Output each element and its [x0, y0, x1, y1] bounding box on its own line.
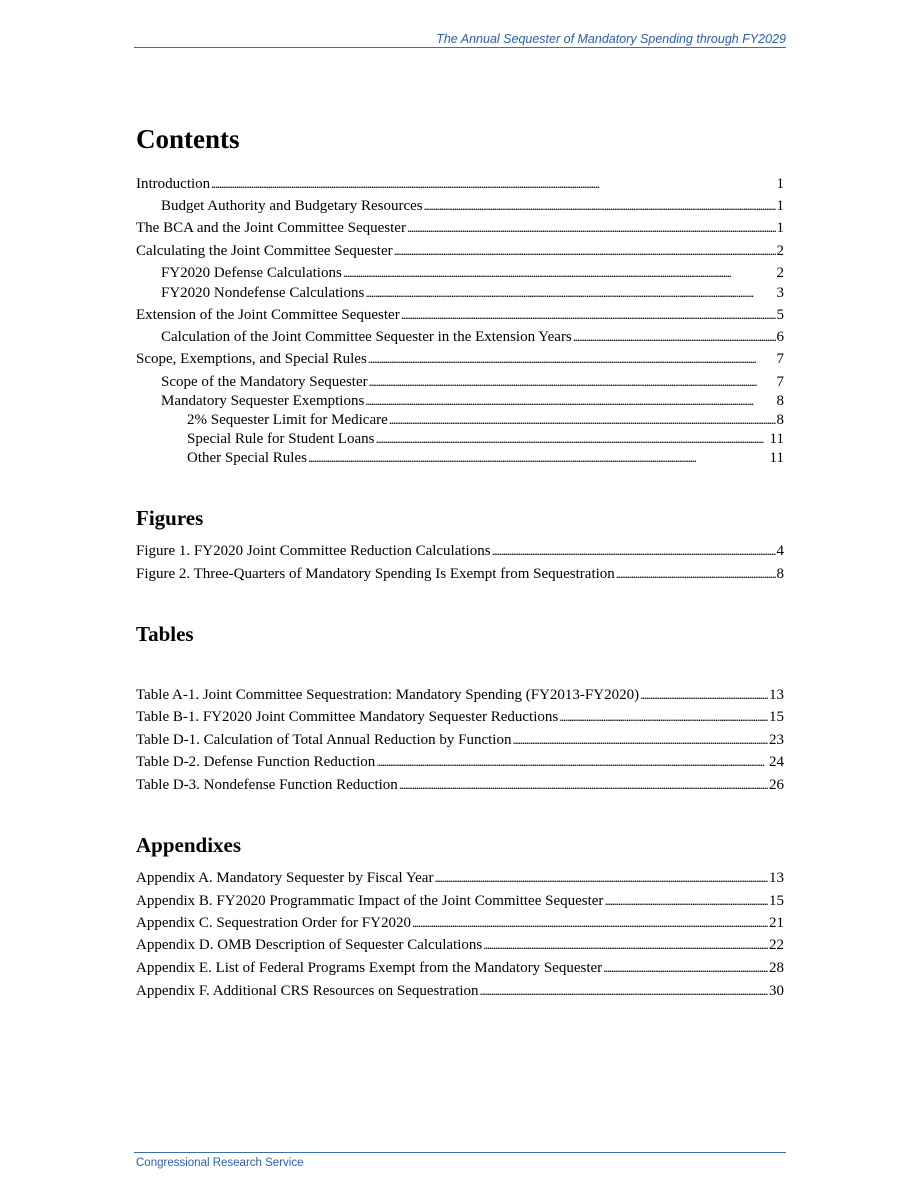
toc-entry[interactable]: Appendix E. List of Federal Programs Exempt from the Mandatory Sequester . . . 28	[136, 958, 784, 977]
toc-entry[interactable]: Scope of the Mandatory Sequester . . . 7	[161, 372, 784, 391]
toc-entry[interactable]: FY2020 Defense Calculations . . . 2	[161, 263, 784, 282]
running-footer	[134, 1152, 786, 1169]
toc-entry[interactable]: Other Special Rules . . . 11	[187, 448, 784, 467]
tables-heading: Tables	[136, 622, 194, 646]
running-header	[134, 33, 786, 48]
toc-entry[interactable]: Introduction . . . 1	[136, 174, 784, 193]
toc-entry[interactable]: FY2020 Nondefense Calculations . . . 3	[161, 283, 784, 302]
toc-entry[interactable]: Table B-1. FY2020 Joint Committee Mandatory Sequester Reductions . . . 15	[136, 707, 784, 726]
toc-entry[interactable]: Mandatory Sequester Exemptions . . . 8	[161, 391, 784, 410]
toc-entry[interactable]: Figure 1. FY2020 Joint Committee Reduction Calculations . . . 4	[136, 541, 784, 560]
toc-entry[interactable]: Table D-3. Nondefense Function Reduction . . . 26	[136, 775, 784, 794]
toc-entry[interactable]: Budget Authority and Budgetary Resources . . . 1	[161, 196, 784, 215]
toc-entry[interactable]: Appendix A. Mandatory Sequester by Fiscal Year . . . 13	[136, 868, 784, 887]
toc-entry[interactable]: Special Rule for Student Loans . . . 11	[187, 429, 784, 448]
toc-entry[interactable]: Table D-2. Defense Function Reduction . . . 24	[136, 752, 784, 771]
figures-heading: Figures	[136, 506, 204, 530]
toc-entry[interactable]: 2% Sequester Limit for Medicare . . . 8	[187, 410, 784, 429]
toc-entry[interactable]: Appendix D. OMB Description of Sequester Calculations . . . 22	[136, 935, 784, 954]
toc-entry[interactable]: Calculation of the Joint Committee Sequester in the Extension Years . . . 6	[161, 327, 784, 346]
toc-entry[interactable]: The BCA and the Joint Committee Sequester . . . 1	[136, 218, 784, 237]
toc-entry[interactable]: Calculating the Joint Committee Sequester . . . 2	[136, 241, 784, 260]
document-title: The Annual Sequester of Mandatory Spending through FY2029	[436, 32, 786, 46]
toc-entry[interactable]: Appendix B. FY2020 Programmatic Impact of the Joint Committee Sequester . . . 15	[136, 891, 784, 910]
toc-entry[interactable]: Appendix F. Additional CRS Resources on Sequestration . . . 30	[136, 981, 784, 1000]
toc-entry[interactable]: Table A-1. Joint Committee Sequestration: Mandatory Spending (FY2013-FY2020) . . . 13	[136, 685, 784, 704]
footer-publisher: Congressional Research Service	[136, 1157, 304, 1169]
toc-entry[interactable]: Appendix C. Sequestration Order for FY2020 . . . 21	[136, 913, 784, 932]
toc-entry[interactable]: Figure 2. Three-Quarters of Mandatory Spending Is Exempt from Sequestration . . . 8	[136, 564, 784, 583]
toc-entry[interactable]: Table D-1. Calculation of Total Annual Reduction by Function . . . 23	[136, 730, 784, 749]
toc-entry[interactable]: Extension of the Joint Committee Sequester . . . 5	[136, 305, 784, 324]
contents-heading: Contents	[136, 124, 240, 154]
appendixes-heading: Appendixes	[136, 833, 242, 857]
toc-entry[interactable]: Scope, Exemptions, and Special Rules . . . 7	[136, 349, 784, 368]
